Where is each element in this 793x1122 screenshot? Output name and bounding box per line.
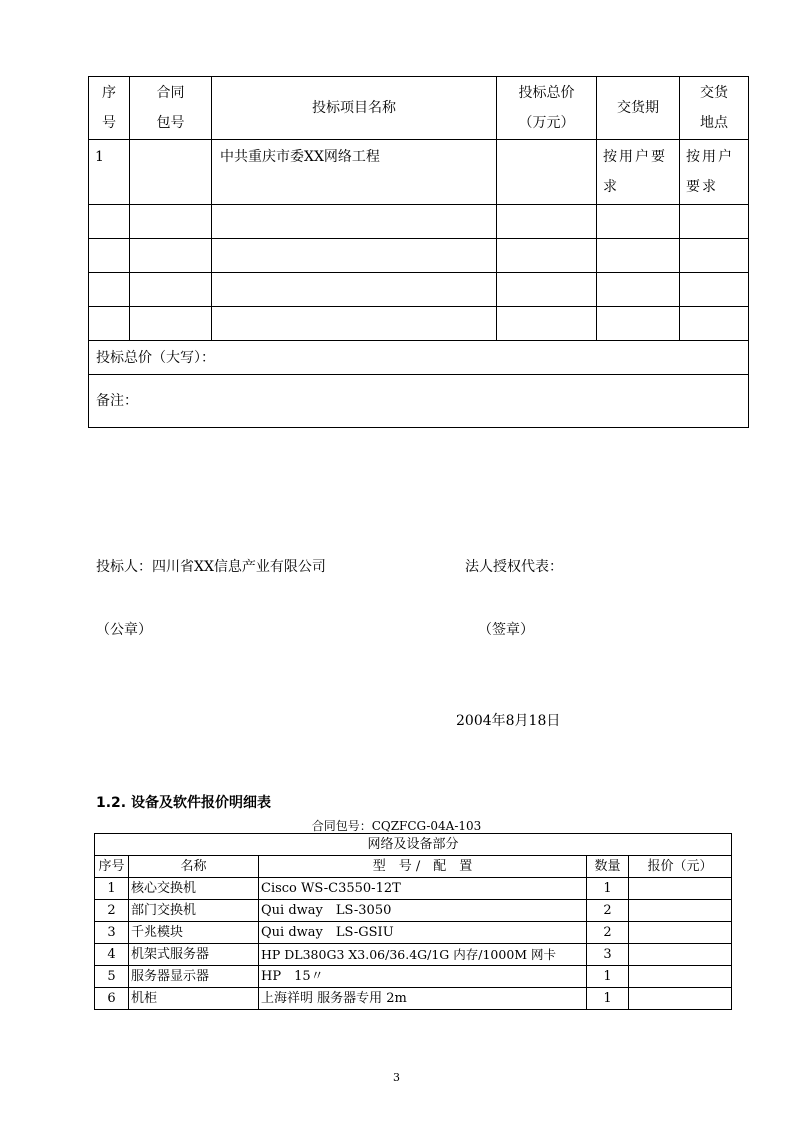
cell-name: 核心交换机 — [129, 878, 259, 900]
header-name: 名称 — [129, 856, 259, 878]
total-row — [89, 341, 749, 375]
cell-package — [130, 140, 212, 205]
cell-model: Qui dway LS-3050 — [259, 900, 587, 922]
table-row — [89, 273, 749, 307]
table-row — [89, 307, 749, 341]
cell-qty: 1 — [587, 878, 629, 900]
header-seq: 序号 — [95, 856, 129, 878]
cell-delivery-period: 按用户要求 — [597, 140, 680, 205]
cell-name: 千兆模块 — [129, 922, 259, 944]
cell-delivery-place: 按用户要求 — [680, 140, 749, 205]
equipment-price-table — [94, 833, 732, 1010]
cell-qty: 2 — [587, 922, 629, 944]
cell-model: Cisco WS-C3550-12T — [259, 878, 587, 900]
table-row — [95, 922, 732, 944]
legal-representative: 法人授权代表： — [465, 559, 563, 575]
header-total: 投标总价 （万元） — [497, 77, 597, 140]
cell-seq: 5 — [95, 966, 129, 988]
table-row — [95, 878, 732, 900]
header-model: 型 号 / 配 置 — [259, 856, 587, 878]
table-row — [95, 944, 732, 966]
header-project: 投标项目名称 — [212, 77, 497, 140]
cell-name: 服务器显示器 — [129, 966, 259, 988]
header-qty: 数量 — [587, 856, 629, 878]
cell-model: HP DL380G3 X3.06/36.4G/1G 内存/1000M 网卡 — [259, 944, 587, 966]
cell-name: 机柜 — [129, 988, 259, 1010]
cell-seq: 2 — [95, 900, 129, 922]
cell-seq: 1 — [89, 140, 130, 205]
cell-qty: 3 — [587, 944, 629, 966]
table-row — [89, 140, 749, 205]
group-title: 网络及设备部分 — [95, 834, 732, 856]
remarks-label: 备注： — [89, 375, 749, 428]
cell-name: 机架式服务器 — [129, 944, 259, 966]
company-seal-label: （公章） — [96, 622, 152, 638]
equipment-header-row — [95, 856, 732, 878]
remarks-row — [89, 375, 749, 428]
header-seq: 序 号 — [89, 77, 130, 140]
cell-model: 上海祥明 服务器专用 2m — [259, 988, 587, 1010]
cell-model: Qui dway LS-GSIU — [259, 922, 587, 944]
bidder-name: 投标人：四川省XX信息产业有限公司 — [96, 559, 326, 575]
table-row — [95, 988, 732, 1010]
signature-label: （签章） — [478, 622, 534, 638]
cell-qty: 1 — [587, 966, 629, 988]
date: 2004年8月18日 — [456, 713, 561, 729]
header-price: 报价（元） — [629, 856, 732, 878]
bid-table-header-row — [89, 77, 749, 140]
cell-qty: 1 — [587, 988, 629, 1010]
header-delivery-place: 交货 地点 — [680, 77, 749, 140]
cell-price — [629, 988, 732, 1010]
table-row — [95, 900, 732, 922]
cell-price — [629, 900, 732, 922]
cell-seq: 6 — [95, 988, 129, 1010]
cell-price — [629, 966, 732, 988]
header-package: 合同 包号 — [130, 77, 212, 140]
table-row — [95, 966, 732, 988]
cell-total — [497, 140, 597, 205]
table-row — [89, 239, 749, 273]
group-title-row — [95, 834, 732, 856]
cell-name: 部门交换机 — [129, 900, 259, 922]
header-delivery-period: 交货期 — [597, 77, 680, 140]
cell-price — [629, 944, 732, 966]
page-number: 3 — [393, 1071, 400, 1084]
section-heading: 1.2. 设备及软件报价明细表 — [96, 795, 271, 811]
cell-price — [629, 878, 732, 900]
cell-seq: 4 — [95, 944, 129, 966]
contract-number: 合同包号：CQZFCG-04A-103 — [311, 819, 482, 833]
cell-project: 中共重庆市委XX网络工程 — [212, 140, 497, 205]
cell-qty: 2 — [587, 900, 629, 922]
cell-seq: 3 — [95, 922, 129, 944]
cell-seq: 1 — [95, 878, 129, 900]
cell-model: HP 15〃 — [259, 966, 587, 988]
table-row — [89, 205, 749, 239]
bid-summary-table — [88, 76, 749, 428]
total-label: 投标总价（大写）： — [89, 341, 749, 375]
cell-price — [629, 922, 732, 944]
